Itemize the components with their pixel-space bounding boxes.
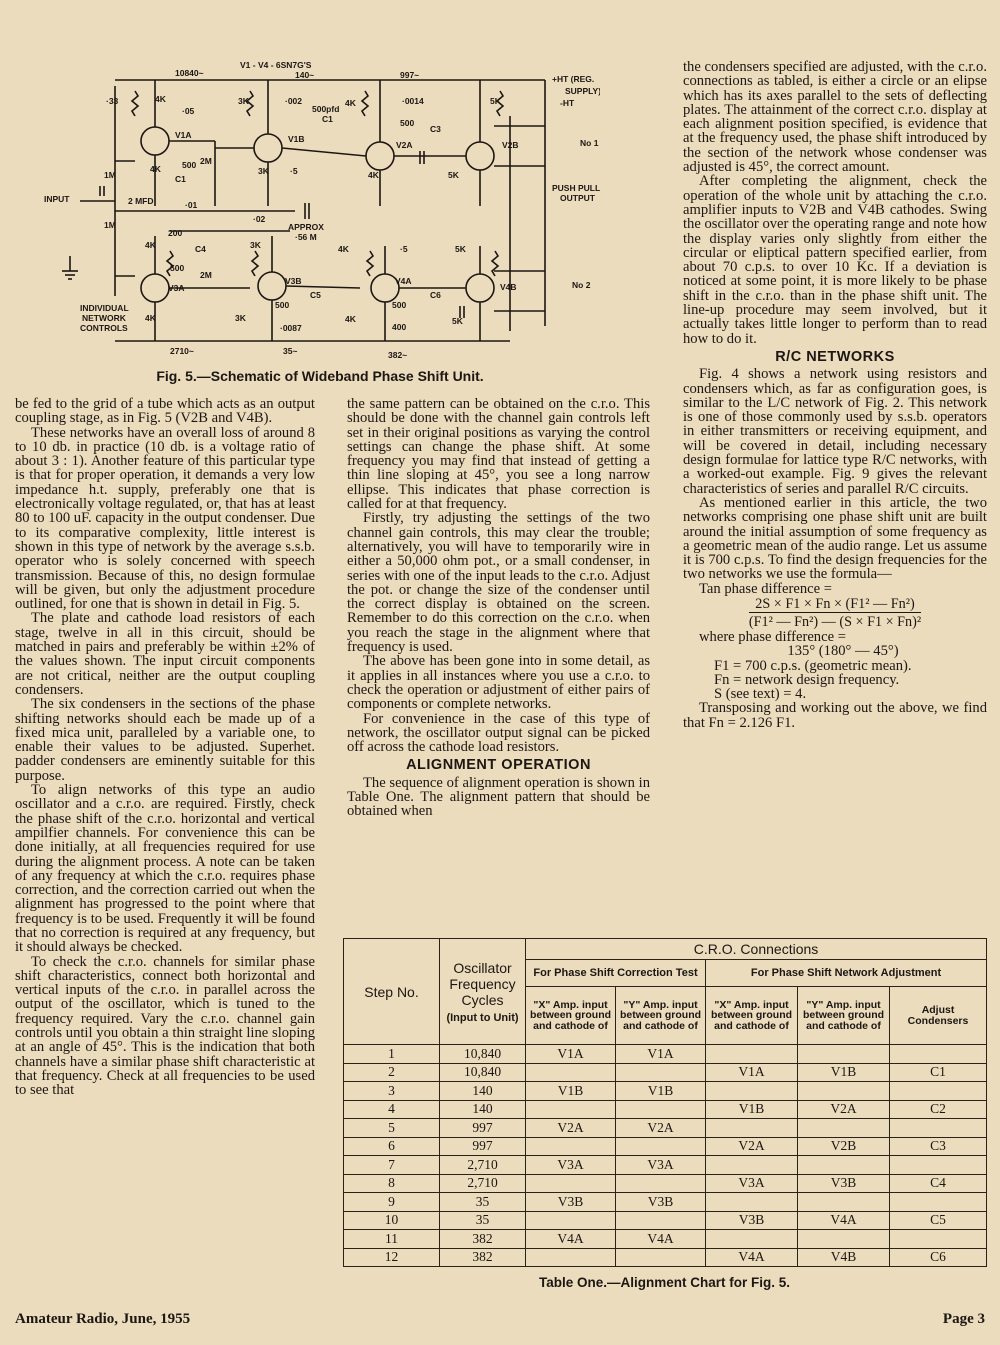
paragraph: After completing the alignment, check the operation of the whole unit by attaching the c.r.o. amplifier inputs to V2B and V4B cathodes. Swing the oscillator over the operating range and note how the display varies only slightly from either the circular or eliptical pattern specified earlier, from about 70 c.p.s. to over 10 Kc. If a deviation is noticed at some point, it is more likely to be phase shift in the c.r.o. than in the phase shift unit. The line-up procedure may seem involved, but it actually takes little longer to perform than to read how to do it. (683, 173, 987, 347)
schem-label: 5K (448, 170, 459, 180)
table-cell: 140 (440, 1100, 526, 1119)
table-cell: 10 (344, 1211, 440, 1230)
schem-label: -HT (560, 98, 575, 108)
table-cell (890, 1193, 987, 1212)
table-cell: V4B (798, 1248, 890, 1267)
table-cell: 997 (440, 1119, 526, 1138)
table-cell: V1B (616, 1082, 706, 1101)
formula (683, 596, 987, 630)
schem-label: V3B (285, 276, 302, 286)
table-cell (526, 1174, 616, 1193)
section-heading: ALIGNMENT OPERATION (406, 757, 591, 774)
table-cell (890, 1119, 987, 1138)
header-adjust: Adjust Condensers (890, 987, 987, 1045)
table-cell: V2A (798, 1100, 890, 1119)
figure-caption: Fig. 5.—Schematic of Wideband Phase Shift Unit. (156, 368, 484, 384)
schem-label: 500 (275, 300, 290, 310)
table-cell (798, 1119, 890, 1138)
schem-label: 4K (345, 98, 356, 108)
paragraph: be fed to the grid of a tube which acts as an output coupling stage, as in Fig. 5 (V2B and V4B). (15, 396, 315, 427)
schem-label: SUPPLY) (565, 86, 600, 96)
table-cell (706, 1193, 798, 1212)
table-cell: 140 (440, 1082, 526, 1101)
paragraph: the same pattern can be obtained on the c.r.o. This should be done with the channel gain controls left set in their original positions as varying the control settings can change the phase shift. At some frequency you may find that instead of getting a thin line sloping at 45°, you see a long narrow ellipse. This indicates that phase correction is called for at that frequency. (347, 396, 650, 513)
schem-label: ·5 (290, 166, 298, 176)
table-cell: V3A (616, 1156, 706, 1175)
schem-label: 4K (155, 94, 166, 104)
schem-label: C3 (430, 124, 441, 134)
paragraph: To check the c.r.o. channels for similar phase shift characteristics, connect both horizontal and vertical inputs of the c.r.o. in parallel across the output of the oscillator, which is tuned to the frequency required. Vary the c.r.o. channel gain controls until you obtain a thin straight line sloping at an angle of 45°. This is the indication that both channels have a similar phase shift characteristic at that frequency. Check at all frequencies to be used to see that (15, 953, 315, 1099)
schem-label: NETWORK (82, 313, 126, 323)
paragraph: For convenience in the case of this type of network, the oscillator output signal can be picked off across the cathode load resistors. (347, 710, 650, 756)
table-cell: V1B (798, 1063, 890, 1082)
table-cell: 35 (440, 1211, 526, 1230)
table-row (344, 1119, 987, 1138)
header-oscillator-title: Oscillator Frequency Cycles (449, 959, 516, 1008)
schem-label: ·5 (400, 244, 408, 254)
paragraph: Firstly, try adjusting the settings of the two channel gain controls, this may clear the trouble; alternatively, you will have to temporarily wire in either a 50,000 ohm pot., or a small condenser, in series with one of the input leads to the c.r.o. Adjust the pot. or change the size of the condenser until the correct display is obtained on the screen. Remember to do this correction on the c.r.o. when you reach the stage in the alignment where that frequency is used. (347, 510, 650, 656)
table-cell: V4A (526, 1230, 616, 1249)
schem-label: ·05 (182, 106, 195, 116)
table-cell (616, 1137, 706, 1156)
header-correction: For Phase Shift Correction Test (526, 960, 706, 987)
table-row (344, 1211, 987, 1230)
schem-label: 2710~ (170, 346, 194, 356)
schem-label: 35~ (283, 346, 298, 356)
schem-label: ·01 (185, 200, 198, 210)
schem-label: APPROX (288, 222, 324, 232)
formula-denominator: (F1² — Fn²) — (S × F1 × Fn)² (748, 613, 922, 630)
table-cell (890, 1082, 987, 1101)
table-cell: V1A (526, 1045, 616, 1064)
table-cell (616, 1211, 706, 1230)
alignment-table (343, 938, 987, 1267)
footer-publication: Amateur Radio, June, 1955 (15, 1311, 191, 1327)
table-cell: V1B (706, 1100, 798, 1119)
schem-label: 3K (235, 313, 246, 323)
table-cell: V3B (798, 1174, 890, 1193)
schem-label: V4A (395, 276, 412, 286)
schem-label: V2B (502, 140, 519, 150)
schem-label: C1 (322, 114, 333, 124)
schem-label: ·0014 (402, 96, 424, 106)
table-cell: C3 (890, 1137, 987, 1156)
formula-where-value: 135° (180° — 45°) (787, 643, 899, 660)
table-cell: 3 (344, 1082, 440, 1101)
schem-label: 3K (238, 96, 249, 106)
schem-label: 4K (145, 240, 156, 250)
table-cell: 2,710 (440, 1174, 526, 1193)
table-cell: 35 (440, 1193, 526, 1212)
paragraph: The plate and cathode load resistors of each stage, twelve in all in this circuit, should be matched in pairs and preferably be within ±2% of the values shown. The input circuit components are not critical, neither are the output coupling condensers. (15, 610, 315, 698)
schem-label: C5 (310, 290, 321, 300)
schem-label: OUTPUT (560, 193, 595, 203)
table-cell: C1 (890, 1063, 987, 1082)
table-cell (798, 1082, 890, 1101)
schem-label: 4K (150, 164, 161, 174)
table-cell: 997 (440, 1137, 526, 1156)
header-cro: C.R.O. Connections (526, 939, 987, 960)
schem-label: 3K (250, 240, 261, 250)
schem-label: 10840~ (175, 68, 204, 78)
paragraph: the condensers specified are adjusted, with the c.r.o. connections as tabled, is either a circle or an elipse which has its axes parallel to the sets of deflecting plates. The attainment of the correct c.r.o. display at each alignment position specified, is evidence that at the frequency used, the phase shift introduced by the section of the network whose condenser was adjusted is 45°, the correct amount. (683, 59, 987, 176)
table-cell: 11 (344, 1230, 440, 1249)
table-cell (706, 1156, 798, 1175)
footer-page-number: Page 3 (942, 1311, 985, 1327)
table-cell: V2A (526, 1119, 616, 1138)
schem-label: 2M (200, 270, 212, 280)
schem-label: 3K (258, 166, 269, 176)
table-row (344, 1063, 987, 1082)
table-cell (890, 1156, 987, 1175)
schematic-figure (40, 56, 600, 368)
schem-label: 500 (182, 160, 197, 170)
table-row (344, 1137, 987, 1156)
schem-label: ·0087 (280, 323, 302, 333)
header-x-amp: "X" Amp. input between ground and cathode of (526, 987, 616, 1045)
table-row (344, 1100, 987, 1119)
schem-label: CONTROLS (80, 323, 128, 333)
table-row (344, 1230, 987, 1249)
table-cell: C4 (890, 1174, 987, 1193)
schem-label: 382~ (388, 350, 408, 360)
schem-label: 1M (104, 170, 116, 180)
table-cell: V2A (616, 1119, 706, 1138)
header-y-amp: "Y" Amp. input between ground and cathode of (798, 987, 890, 1045)
table-cell: 8 (344, 1174, 440, 1193)
table-row (344, 1156, 987, 1175)
schematic-diagram (40, 56, 600, 368)
table-cell: 4 (344, 1100, 440, 1119)
table-cell (890, 1230, 987, 1249)
table-cell (706, 1230, 798, 1249)
table-cell: 2 (344, 1063, 440, 1082)
schem-label: 1M (104, 220, 116, 230)
table-cell (706, 1045, 798, 1064)
table-cell (526, 1248, 616, 1267)
schem-label: No 2 (572, 280, 591, 290)
schem-label: V4B (500, 282, 517, 292)
formula-label: Tan phase difference = (699, 580, 832, 597)
header-network: For Phase Shift Network Adjustment (706, 960, 987, 987)
paragraph: These networks have an overall loss of around 8 to 10 db. in practice (10 db. is a voltage ratio of about 3 : 1). Another feature of this particular type is that for proper operation, it demands a very low impedance h.t. supply, preferably one that is electronically voltage regulated, or, that has at least 80 to 100 uF. capacity in the output condenser. Due to its comparative complexity, little interest is shown in this type of network by the average s.s.b. operator who is solely concerned with speech transmission. Because of this, no design formulae will be given, but only the adjustment procedure outlined, for one that is shown in detail in Fig. 5. (15, 424, 315, 613)
schem-label: 400 (392, 322, 407, 332)
table-cell: 7 (344, 1156, 440, 1175)
table-cell: V3A (706, 1174, 798, 1193)
table-cell: V2A (706, 1137, 798, 1156)
schem-label: 4K (145, 313, 156, 323)
table-cell (798, 1156, 890, 1175)
paragraph: The above has been gone into in some detail, as it applies in all instances where you use a c.r.o. to check the operation or adjustment of either pairs of components or complete networks. (347, 653, 650, 713)
paragraph: To align networks of this type an audio oscillator and a c.r.o. are required. Firstly, check the phase shift of the c.r.o. horizontal and vertical ampilfier channels. For convenience this can be done initially, at all frequencies required for use during the alignment process. A note can be taken of any frequency at which the c.r.o. requires phase correction, and the correction carried out when the alignment has progressed to the point where that frequency is to be used. Frequently it will be found that no correction is required at any frequency, but it should always be checked. (15, 782, 315, 956)
table-cell: 12 (344, 1248, 440, 1267)
table-cell: 10,840 (440, 1045, 526, 1064)
schem-label: 4K (345, 314, 356, 324)
schem-label: ·33 (106, 96, 119, 106)
schem-label: 2M (200, 156, 212, 166)
paragraph: As mentioned earlier in this article, the two networks comprising one phase shift unit are built around the initial assumption of some frequency as a geometric mean of the audio range. Let us assume it is 700 c.p.s. To find the design frequencies for the two networks we use the formula— (683, 494, 987, 583)
table-cell: V1B (526, 1082, 616, 1101)
table-cell: 6 (344, 1137, 440, 1156)
schem-label: V2A (396, 140, 413, 150)
schem-label: V3A (168, 283, 185, 293)
header-oscillator-sub: (Input to Unit) (446, 1011, 519, 1024)
schem-label: +HT (REG. (552, 74, 595, 84)
table-cell (616, 1174, 706, 1193)
schem-label: C1 (175, 174, 186, 184)
schem-label: 500 (400, 118, 415, 128)
table-cell: V2B (798, 1137, 890, 1156)
table-cell (526, 1063, 616, 1082)
schem-label: V1B (288, 134, 305, 144)
column-1 (15, 397, 315, 1098)
schem-label: C6 (430, 290, 441, 300)
formula-numerator: 2S × F1 × Fn × (F1² — Fn²) (755, 595, 915, 612)
paragraph: Fig. 4 shows a network using resistors and condensers which, as far as configuration goes, is similar to the L/C network of Fig. 2. This network is one of those commonly used by s.s.b. operators in either transmitters or receiving equipment, and will be covered in detail, including necessary design formulae for lattice type R/C networks, with a worked-out example. Fig. 9 gives the relevant characteristics of series and parallel R/C circuits. (683, 366, 987, 497)
schem-label: PUSH PULL (552, 183, 600, 193)
table-cell: V1A (616, 1045, 706, 1064)
schem-label: 5K (452, 316, 463, 326)
table-cell (616, 1063, 706, 1082)
table-row (344, 1248, 987, 1267)
table-row (344, 1193, 987, 1212)
formula-definition: Fn = network design frequency. (714, 671, 900, 688)
table-cell (798, 1193, 890, 1212)
table-cell: C2 (890, 1100, 987, 1119)
table-cell: V4A (616, 1230, 706, 1249)
formula-where: where phase difference = (699, 628, 846, 645)
header-x-amp: "X" Amp. input between ground and cathode of (706, 987, 798, 1045)
table-cell: 9 (344, 1193, 440, 1212)
schem-label: ·002 (285, 96, 303, 106)
table-cell: V3B (616, 1193, 706, 1212)
paragraph: Transposing and working out the above, we find that Fn = 2.126 F1. (683, 700, 987, 731)
table-cell: 382 (440, 1248, 526, 1267)
table-cell: V1A (706, 1063, 798, 1082)
table-cell: V3B (526, 1193, 616, 1212)
formula-definition: S (see text) = 4. (714, 686, 807, 703)
schem-label: 500pfd (312, 104, 340, 114)
table-cell: 10,840 (440, 1063, 526, 1082)
table-cell (706, 1082, 798, 1101)
table-body (344, 1045, 987, 1267)
schem-label: 997~ (400, 70, 420, 80)
header-y-amp: "Y" Amp. input between ground and cathode of (616, 987, 706, 1045)
schem-label: 4K (368, 170, 379, 180)
schem-label: No 1 (580, 138, 599, 148)
schem-label: 4K (338, 244, 349, 254)
schem-label: 500 (392, 300, 407, 310)
table-cell (526, 1100, 616, 1119)
table-cell (616, 1100, 706, 1119)
table-cell: C5 (890, 1211, 987, 1230)
table-row (344, 1082, 987, 1101)
schem-label: C4 (195, 244, 206, 254)
table-cell (798, 1230, 890, 1249)
section-heading: R/C NETWORKS (775, 348, 895, 365)
table-cell: 2,710 (440, 1156, 526, 1175)
schem-label: ·02 (253, 214, 266, 224)
table-cell (616, 1248, 706, 1267)
table-row (344, 1045, 987, 1064)
formula-definition: F1 = 700 c.p.s. (geometric mean). (714, 657, 912, 674)
schem-label: 2 MFD (128, 196, 154, 206)
table-cell: V3A (526, 1156, 616, 1175)
table-cell: C6 (890, 1248, 987, 1267)
table-cell (798, 1045, 890, 1064)
schem-label: 5K (455, 244, 466, 254)
schem-label: 500 (170, 263, 185, 273)
schem-label: V1A (175, 130, 192, 140)
schem-title: V1 - V4 - 6SN7G'S (240, 60, 312, 70)
table-caption: Table One.—Alignment Chart for Fig. 5. (538, 1275, 790, 1290)
schem-label: 200 (168, 228, 183, 238)
schem-label: INPUT (44, 194, 70, 204)
schem-label: ·56 M (295, 232, 317, 242)
table-cell: 1 (344, 1045, 440, 1064)
table-cell: 5 (344, 1119, 440, 1138)
table-cell (526, 1211, 616, 1230)
schem-label: INDIVIDUAL (80, 303, 129, 313)
schem-label: 5K (490, 96, 501, 106)
column-3 (683, 60, 987, 730)
table-cell: V3B (706, 1211, 798, 1230)
column-2 (347, 397, 650, 819)
table-cell (706, 1119, 798, 1138)
table-cell: 382 (440, 1230, 526, 1249)
table-cell (526, 1137, 616, 1156)
table-cell: V4A (798, 1211, 890, 1230)
table-cell: V4A (706, 1248, 798, 1267)
schem-label: 140~ (295, 70, 315, 80)
paragraph: The sequence of alignment operation is shown in Table One. The alignment pattern that should be obtained when (347, 774, 650, 820)
table-row (344, 1174, 987, 1193)
header-oscillator (440, 939, 526, 1045)
paragraph: The six condensers in the sections of the phase shifting networks should each be made up of a fixed mica unit, paralleled by a variable one, to enable their values to be adjusted. Superhet. padder condensers are eminently suitable for this purpose. (15, 696, 315, 784)
table-cell (890, 1045, 987, 1064)
header-step: Step No. (344, 939, 440, 1045)
